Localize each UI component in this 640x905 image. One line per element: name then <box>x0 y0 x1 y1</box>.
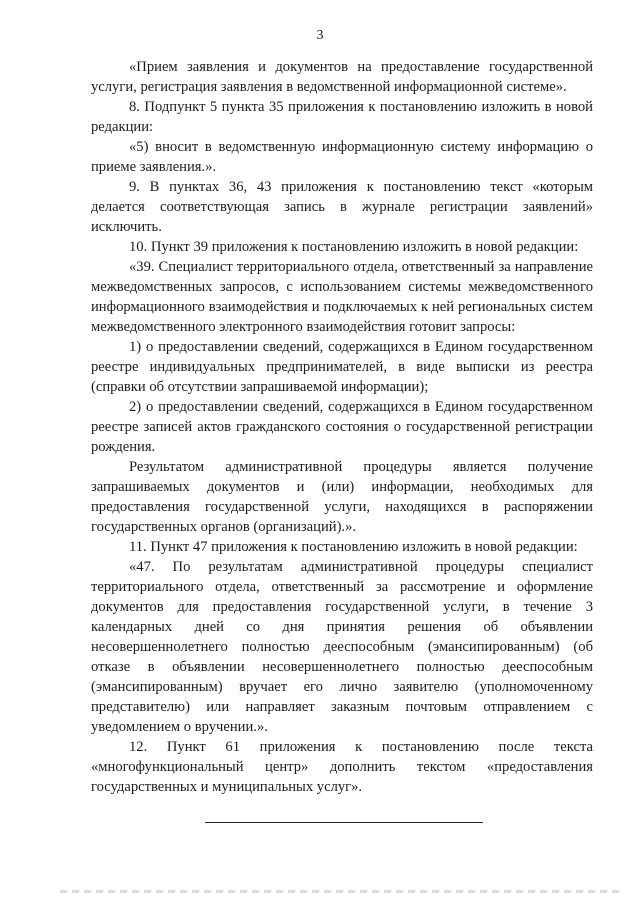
paragraph: «47. По результатам административной процедуры специалист территориального отдела, ответственный за рассмотрение и оформление документов для предоставления государственной услуги, в течение 3 календарных дней со дня принятия решения об объявлении несовершеннолетнего полностью дееспособным (эмансипированным) (об отказе в объявлении несовершеннолетнего полностью дееспособным (эмансипированным) вручает его лично заявителю (уполномоченному представителю) или направляет заказным почтовым отправлением с уведомлением о вручении.». <box>91 559 593 735</box>
paragraph: 9. В пунктах 36, 43 приложения к постановлению текст «которым делается соответствующая запись в журнале регистрации заявлений» исключить. <box>91 179 593 235</box>
paragraph: 11. Пункт 47 приложения к постановлению изложить в новой редакции: <box>129 539 578 555</box>
end-separator-line <box>205 822 483 823</box>
paragraph: Результатом административной процедуры является получение запрашиваемых документов и (или) информации, необходимых для предоставления государственной услуги, находящихся в распоряжении государственных органов (организаций).». <box>91 459 593 535</box>
paragraph: 12. Пункт 61 приложения к постановлению после текста «многофункциональный центр» дополнить текстом «предоставления государственных и муниципальных услуг». <box>91 739 593 795</box>
paragraph: «5) вносит в ведомственную информационную систему информацию о приеме заявления.». <box>91 139 593 175</box>
page-number: 3 <box>316 28 324 43</box>
paragraph: 10. Пункт 39 приложения к постановлению изложить в новой редакции: <box>129 239 579 255</box>
paragraph: «Прием заявления и документов на предоставление государственной услуги, регистрация заявления в ведомственной информационной системе». <box>91 59 593 95</box>
scan-artifact-edge <box>60 890 620 893</box>
document-body <box>91 57 593 797</box>
paragraph: «39. Специалист территориального отдела, ответственный за направление межведомственных запросов, с использованием системы межведомственного информационного взаимодействия и подключаемых к ней региональных систем межведомственного электронного взаимодействия готовит запросы: <box>91 259 593 335</box>
paragraph: 2) о предоставлении сведений, содержащихся в Едином государственном реестре записей актов гражданского состояния о государственной регистрации рождения. <box>91 399 593 455</box>
paragraph: 8. Подпункт 5 пункта 35 приложения к постановлению изложить в новой редакции: <box>91 99 593 135</box>
paragraph: 1) о предоставлении сведений, содержащихся в Едином государственном реестре индивидуальных предпринимателей, в виде выписки из реестра (справки об отсутствии запрашиваемой информации); <box>91 339 593 395</box>
